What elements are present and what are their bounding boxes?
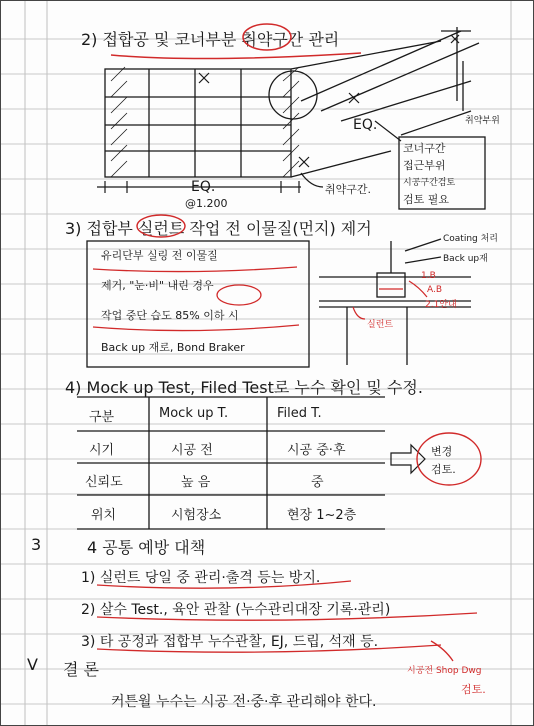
detail-label-ab: A.B xyxy=(427,285,443,295)
box-line-1: 유리단부 실링 전 이물질 xyxy=(101,249,218,262)
section3-heading: 3) 접합부 실런트 작업 전 이물질(먼지) 제거 xyxy=(65,219,372,238)
conclusion-numeral: V xyxy=(27,655,38,674)
circled-note-line-1: 변경 xyxy=(431,445,453,458)
prevention-item-2: 2) 살수 Test., 육안 관찰 (누수관리대장 기록·관리) xyxy=(81,602,391,618)
detail-label-guide: 2.1안내 xyxy=(425,300,457,310)
red-note-line-1: 시공전 Shop Dwg xyxy=(407,666,482,676)
table-cell: 신뢰도 xyxy=(85,475,123,490)
table-cell: 시기 xyxy=(89,443,115,458)
prevention-item-1: 1) 실런트 당일 중 관리·출격 등는 방지. xyxy=(81,570,321,586)
table-cell: 시공 전 xyxy=(171,443,213,458)
box-line-3: 작업 중단 습도 85% 이하 시 xyxy=(101,309,239,322)
conclusion-text: 커튼월 누수는 시공 전·중·후 관리해야 한다. xyxy=(111,694,377,710)
spacing-label: @1.200 xyxy=(185,197,228,210)
table-cell: 현장 1~2층 xyxy=(287,508,357,523)
table-header-field: Filed T. xyxy=(277,406,322,421)
main3-heading: 4 공통 예방 대책 xyxy=(87,538,206,557)
table-cell: 중 xyxy=(311,475,324,490)
conclusion-heading: 결 론 xyxy=(63,660,99,679)
table-cell: 시험장소 xyxy=(171,508,222,523)
section2-heading: 2) 접합공 및 코너부분 취약구간 관리 xyxy=(81,30,340,49)
side-box-line-1: 코너구간 xyxy=(403,142,446,155)
weak-zone-label: 취약구간. xyxy=(325,183,372,196)
detail-label-coating: Coating 처리 xyxy=(443,234,499,244)
table-cell: 높 음 xyxy=(181,475,211,490)
detail-label-backup: Back up재 xyxy=(443,254,488,264)
table-header-category: 구분 xyxy=(89,410,115,425)
table-header-mockup: Mock up T. xyxy=(159,406,229,421)
box-line-2: 제거, "눈·비" 내린 경우 xyxy=(101,279,214,292)
side-box-line-2: 접근부위 xyxy=(403,159,446,172)
side-note-top: 취약부위 xyxy=(465,116,500,126)
eq-label-bottom: EQ. xyxy=(191,179,216,195)
detail-label-1b: 1.B xyxy=(421,271,436,281)
table-cell: 시공 중·후 xyxy=(287,443,346,458)
sealant-label: 실런트 xyxy=(367,320,394,330)
section4-heading: 4) Mock up Test, Filed Test로 누수 확인 및 수정. xyxy=(65,378,423,397)
side-box-line-3: 시공구간검토 xyxy=(403,178,456,188)
prevention-item-3: 3) 타 공정과 접합부 누수관찰, EJ, 드립, 석재 등. xyxy=(81,634,379,650)
main3-annotations xyxy=(1,1,534,726)
circled-note-line-2: 검토. xyxy=(431,463,456,476)
box-line-4: Back up 재로, Bond Braker xyxy=(101,341,245,354)
main-section-number: 3 xyxy=(31,535,42,554)
eq-label-top: EQ. xyxy=(353,117,378,133)
side-box-line-4: 검토 필요 xyxy=(403,193,450,206)
table-cell: 위치 xyxy=(91,508,117,523)
red-note-line-2: 검토. xyxy=(461,683,486,696)
